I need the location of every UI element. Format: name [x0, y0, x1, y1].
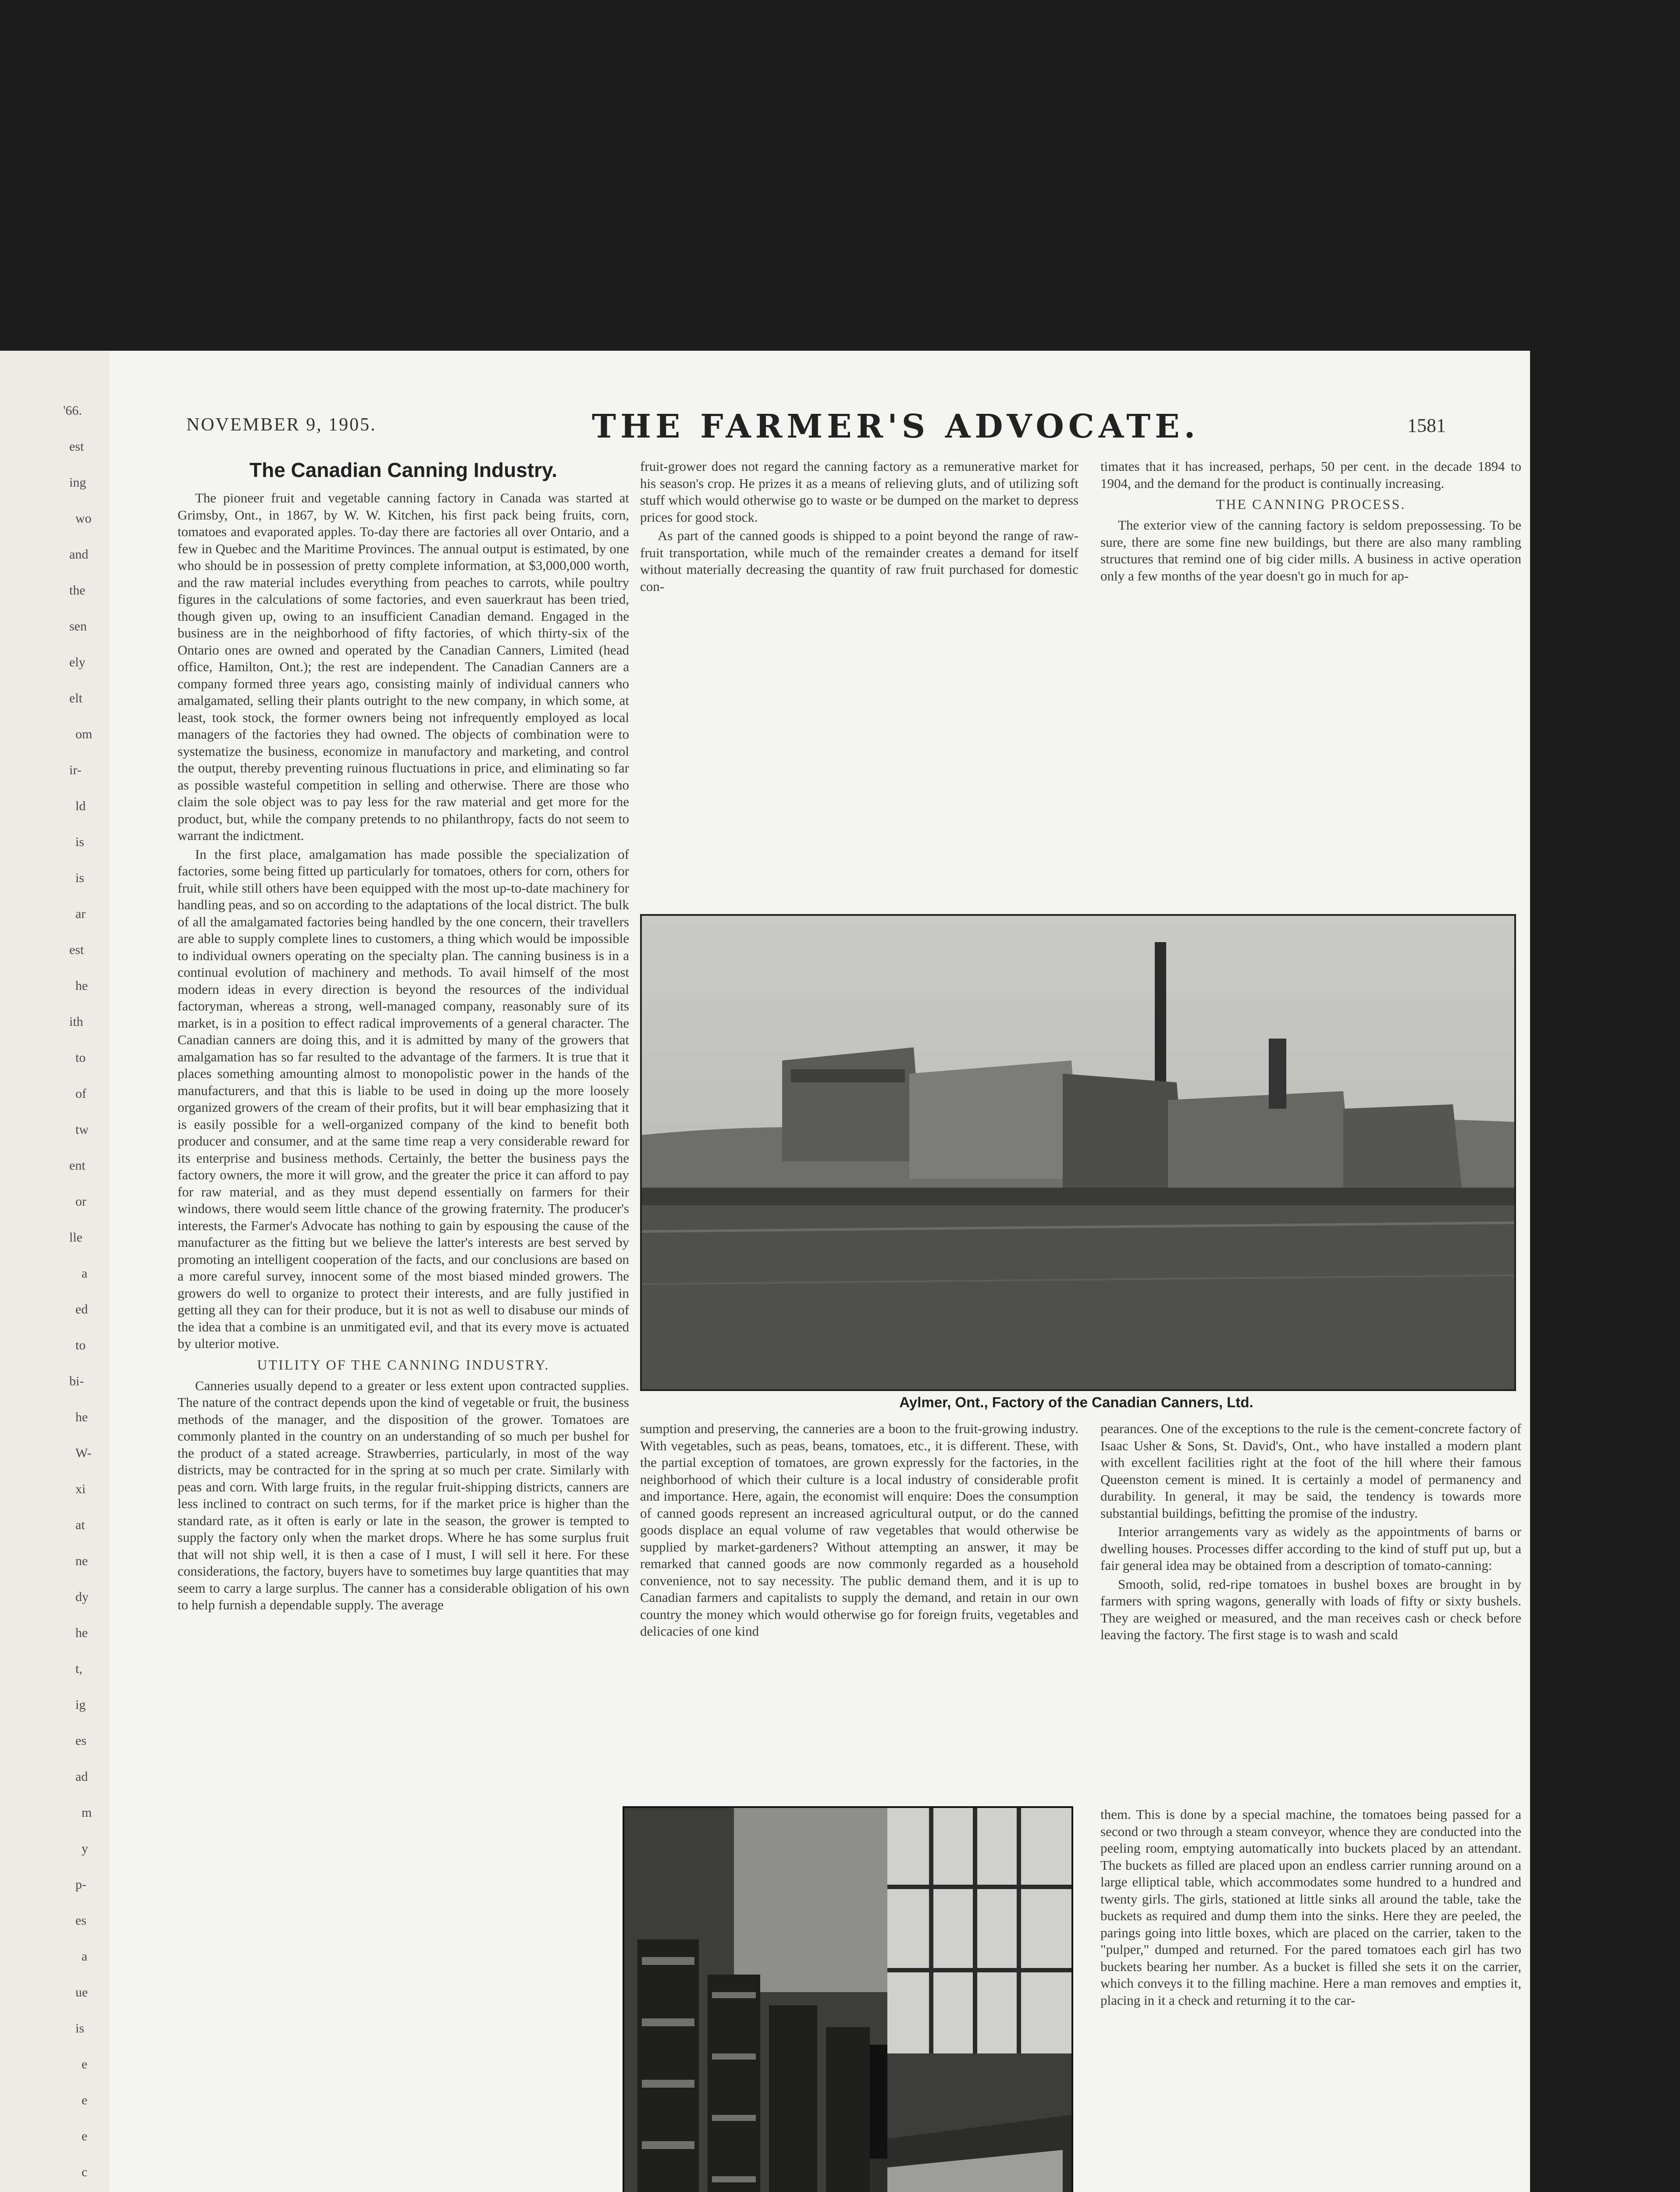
sliver-fragment: bi-	[69, 1374, 84, 1388]
sliver-fragment: e	[82, 2093, 88, 2107]
paragraph: timates that it has increased, perhaps, 50 per cent. in the decade 1894 to 1904, and the demand for the product is continually increasing.	[1100, 459, 1521, 491]
section-heading-process: THE CANNING PROCESS.	[1216, 496, 1406, 512]
sliver-fragment: tw	[75, 1122, 89, 1137]
sliver-fragment: c	[82, 2165, 88, 2179]
section-heading-utility: UTILITY OF THE CANNING INDUSTRY.	[257, 1356, 550, 1373]
paragraph: The exterior view of the canning factory is seldom prepossessing. To be sure, there are some fine new buildings, but there are also many rambling structures that remind one of big cider mills. A business in active operation only a few months of the year doesn't go in much for ap-	[1100, 517, 1521, 584]
column-4	[640, 1420, 1078, 1806]
sliver-fragment: elt	[69, 691, 82, 705]
sliver-fragment: wo	[75, 511, 92, 526]
article-title: The Canadian Canning Industry.	[249, 459, 557, 481]
sliver-fragment: xi	[75, 1482, 86, 1496]
col1-text	[178, 490, 629, 1352]
sliver-fragment: ne	[75, 1554, 88, 1568]
paragraph: The pioneer fruit and vegetable canning factory in Canada was started at Grimsby, Ont., in 1867, by W. W. Kitchen, his first pack being fruits, corn, tomatoes and evaporated apples. To-day there are factories all over Ontario, and a few in Quebec and the Maritime Provinces. The annual output is estimated, by one who should be in possession of pretty complete information, at $3,000,000 worth, and the raw material includes everything from peaches to carrots, while poultry figures in the calculations of some factories, and even sauerkraut has been tried, though given up, owing to an insufficient Canadian demand. Engaged in the business are in the neighborhood of fifty factories, of which thirty-six of the Ontario ones are owned and operated by the Canadian Canners, Limited (head office, Hamilton, Ont.); the rest are independent. The Canadian Canners are a company formed three years ago, consisting mainly of individual canners who amalgamated, selling their plants outright to the new company, in which some, at least, took stock, the former owners being not infrequently employed as local managers of the factories they had owned. The objects of combination were to systematize the business, economize in manufactory and marketing, and control the output, thereby preventing ruinous fluctuations in price, and eliminating so far as possible wasteful competition in selling and otherwise. There are those who claim the sole object was to pay less for the raw material and get more for the product, but, while the company pretends to no philanthropy, facts do not seem to warrant the indictment.	[178, 490, 629, 843]
sliver-fragment: ent	[69, 1158, 85, 1173]
sliver-fragment: y	[82, 1841, 88, 1856]
sliver-fragment: of	[75, 1086, 86, 1101]
sliver-fragment: ely	[69, 655, 85, 669]
sliver-fragment: or	[75, 1194, 86, 1209]
paragraph: Canneries usually depend to a greater or less extent upon contracted supplies. The nature of the contract depends upon the kind of vegetable or fruit, the business methods of the manager, and the disposition of the grower. Tomatoes are commonly planted in the country on an understanding of so much per bushel for the product of a stated acreage. Strawberries, particularly, in most of the way districts, may be contracted for in the spring at so much per crate. Similarly with peas and corn. With large fruits, in the regular fruit-shipping districts, canners are less inclined to contract on such terms, for if the market price is higher than the standard rate, as it often is early or late in the season, the grower is tempted to supply the factory only when the market drops. Where he has some surplus fruit that will not ship well, it is then a case of I must, I will sell it here. For these considerations, the factory, buyers have to sometimes buy large quantities that may seem to carry a large surplus. The canner has a considerable obligation of his own to help furnish a dependable supply. The average	[178, 1377, 629, 1612]
sliver-fragment: ue	[75, 1985, 88, 2000]
newspaper-page	[110, 351, 1530, 2192]
paragraph: fruit-grower does not regard the canning factory as a remunerative market for his season's crop. He prizes it as a means of relieving gluts, and of utilizing soft stuff which would otherwise go to waste or be dumped on the market to depress prices for good stock.	[640, 459, 1078, 525]
sliver-fragment: es	[75, 1733, 86, 1748]
sliver-fragment: ir-	[69, 763, 82, 777]
sliver-fragment: es	[75, 1913, 86, 1928]
sliver-fragment: ar	[75, 907, 86, 921]
sliver-fragment: is	[75, 835, 85, 849]
sliver-fragment: he	[75, 1626, 88, 1640]
sliver-fragment: p-	[75, 1877, 86, 1892]
page-number: 1581	[1407, 415, 1446, 436]
sliver-fragment: est	[69, 943, 84, 957]
factory-photo	[640, 914, 1516, 1391]
column-6	[1100, 1806, 1521, 2192]
paragraph: Smooth, solid, red-ripe tomatoes in bushel boxes are brought in by farmers with spring wagons, generally with loads of fifty or sixty bushels. They are weighed or measured, and the man receives cash or check before leaving the factory. The first stage is to wash and scald	[1100, 1576, 1521, 1642]
sliver-fragment: est	[69, 439, 84, 454]
sliver-fragment: e	[82, 2129, 88, 2143]
previous-page-sliver	[0, 351, 110, 2192]
cooking-room-photo-image	[624, 1808, 1071, 2192]
sliver-fragment: sen	[69, 619, 87, 633]
sliver-fragment: is	[75, 871, 85, 885]
sliver-fragment: he	[75, 979, 88, 993]
sliver-fragment: to	[75, 1338, 86, 1352]
sliver-fragment: e	[82, 2057, 88, 2071]
sliver-fragment: ing	[69, 475, 86, 490]
column-5	[1100, 1420, 1521, 1806]
sliver-fragment: at	[75, 1518, 85, 1532]
column-2	[640, 458, 1078, 914]
sliver-fragment: is	[75, 2021, 85, 2035]
sliver-fragment: lle	[69, 1230, 82, 1245]
sliver-fragment: dy	[75, 1590, 89, 1604]
sliver-fragment: and	[69, 547, 89, 562]
sliver-fragment: he	[75, 1410, 88, 1424]
page-header	[110, 408, 1530, 452]
paragraph: them. This is done by a special machine, the tomatoes being passed for a second or two through a steam conveyor, whence they are conducted into the peeling room, emptying automatically into buckets placed by an attendant. The buckets as filled are placed upon an endless carrier running around on a large elliptical table, which accommodates some hundred to a hundred and twenty girls. The girls, stationed at little sinks all around the table, take the buckets as required and dump them into the sinks. Here they are peeled, the parings going into little boxes, which are placed on the carrier, taken to the "pulper," dumped and returned. For the pared tomatoes each girl has two buckets bearing her number. As a bucket is filled she sets it on the carrier, which conveys it to the filling machine. Here a man removes and empties it, placing in it a check and returning it to the car-	[1100, 1807, 1521, 2008]
sliver-fragment: W-	[75, 1446, 92, 1460]
factory-photo-image	[642, 916, 1514, 1389]
paragraph: As part of the canned goods is shipped to a point beyond the range of raw-fruit transportation, while much of the remainder creates a demand for itself without materially decreasing the quantity of raw fruit purchased for domestic con-	[640, 528, 1078, 594]
paragraph: Interior arrangements vary as widely as the appointments of barns or dwelling houses. Processes differ according to the kind of stuff put up, but a fair general idea may be obtained from a description of tomato-canning:	[1100, 1524, 1521, 1573]
sliver-fragment: ad	[75, 1769, 88, 1784]
sliver-fragment: m	[82, 1805, 92, 1820]
publication-title: THE FARMER'S ADVOCATE.	[592, 408, 1200, 445]
sliver-fragment: to	[75, 1050, 86, 1065]
cooking-room-photo	[623, 1806, 1073, 2192]
column-1	[178, 458, 629, 2192]
sliver-fragment: ed	[75, 1302, 88, 1317]
sliver-fragment: '66.	[63, 403, 82, 418]
paragraph: In the first place, amalgamation has made possible the specialization of factories, some being fitted up particularly for tomatoes, others for corn, others for fruit, while still others have been equipped with the most up-to-date machinery for handling peas, and so on according to the adaptations of the local district. The bulk of all the amalgamated factories being handled by the one concern, their travellers are able to supply complete lines to customers, a thing which would be impossible to individual owners operating on the specialty plan. The canning business is in a continual evolution of machinery and methods. To avail himself of the most modern ideas in every direction is beyond the resources of the individual factoryman, whereas a strong, well-managed company, reasonably sure of its market, is in a position to effect radical improvements of a general character. The Canadian canners are doing this, and it is admitted by many of the growers that amalgamation has so far resulted to the advantage of the farmers. It is true that it places something amounting almost to monopolistic power in the hands of the manufacturers, and that this is liable to be used in doing up the more loosely organized growers of the cream of their profits, but it will bear emphasizing that it is easily possible for a well-organized company of the kind to benefit both producer and consumer, and at the same time reap a very considerable reward for its enterprise and business methods. Certainly, the better the business pays the factory owners, the more it will grow, and the greater the price it can afford to pay for raw material, and as they must depend essentially on farmers for their windows, there would seem little chance of the growing fraternity. The producer's interests, the Farmer's Advocate has nothing to gain by espousing the cause of the manufacturer as the fitting but we believe the latter's interests are best served by promoting an intelligent cooperation of the facts, and our conclusions are based on a more careful survey, innocent some of the most biased minded growers. The growers do well to organize to protect their interests, and are fully justified in getting all they can for their produce, but it is not as well to disabuse our minds of the idea that a combine is an unmitigated evil, and that its every move is actuated by ulterior motive.	[178, 846, 629, 1351]
sliver-fragment: t,	[75, 1662, 82, 1676]
issue-date: NOVEMBER 9, 1905.	[186, 415, 377, 435]
paragraph: pearances. One of the exceptions to the rule is the cement-concrete factory of Isaac Usher & Sons, St. David's, Ont., who have installed a modern plant with excellent facilities right at the foot of the hill where their famous Queenston cement is mined. It is certainly a model of permanency and durability. In general, it may be said, the tendency is towards more substantial buildings, befitting the promise of the industry.	[1100, 1421, 1521, 1521]
factory-photo-caption: Aylmer, Ont., Factory of the Canadian Canners, Ltd.	[899, 1394, 1253, 1410]
sliver-fragment: the	[69, 583, 85, 598]
sliver-fragment: om	[75, 727, 93, 741]
sliver-fragment: a	[82, 1266, 88, 1281]
col1-text-b	[178, 1377, 629, 1614]
column-3	[1100, 458, 1521, 914]
sliver-fragment: ld	[75, 799, 86, 813]
sliver-fragment: a	[82, 1949, 88, 1964]
sliver-fragment: ig	[75, 1697, 86, 1712]
sliver-fragment: ith	[69, 1014, 83, 1029]
paragraph: sumption and preserving, the canneries are a boon to the fruit-growing industry. With vegetables, such as peas, beans, tomatoes, etc., it is different. These, with the partial exception of tomatoes, are grown expressly for the factories, in the neighborhood of which their culture is a local industry of considerable profit and importance. Here, again, the economist will enquire: Does the consumption of canned goods represent an increased agricultural output, or do the canned goods displace an equal volume of raw vegetables that would otherwise be supplied by market-gardeners? Without attempting an answer, it may be remarked that canned goods are now commonly regarded as a household convenience, not to say necessity. The public demand them, and it is up to Canadian farmers and capitalists to supply the demand, and retain in our own country the money which would otherwise go for foreign fruits, vegetables and delicacies of one kind	[640, 1421, 1078, 1639]
